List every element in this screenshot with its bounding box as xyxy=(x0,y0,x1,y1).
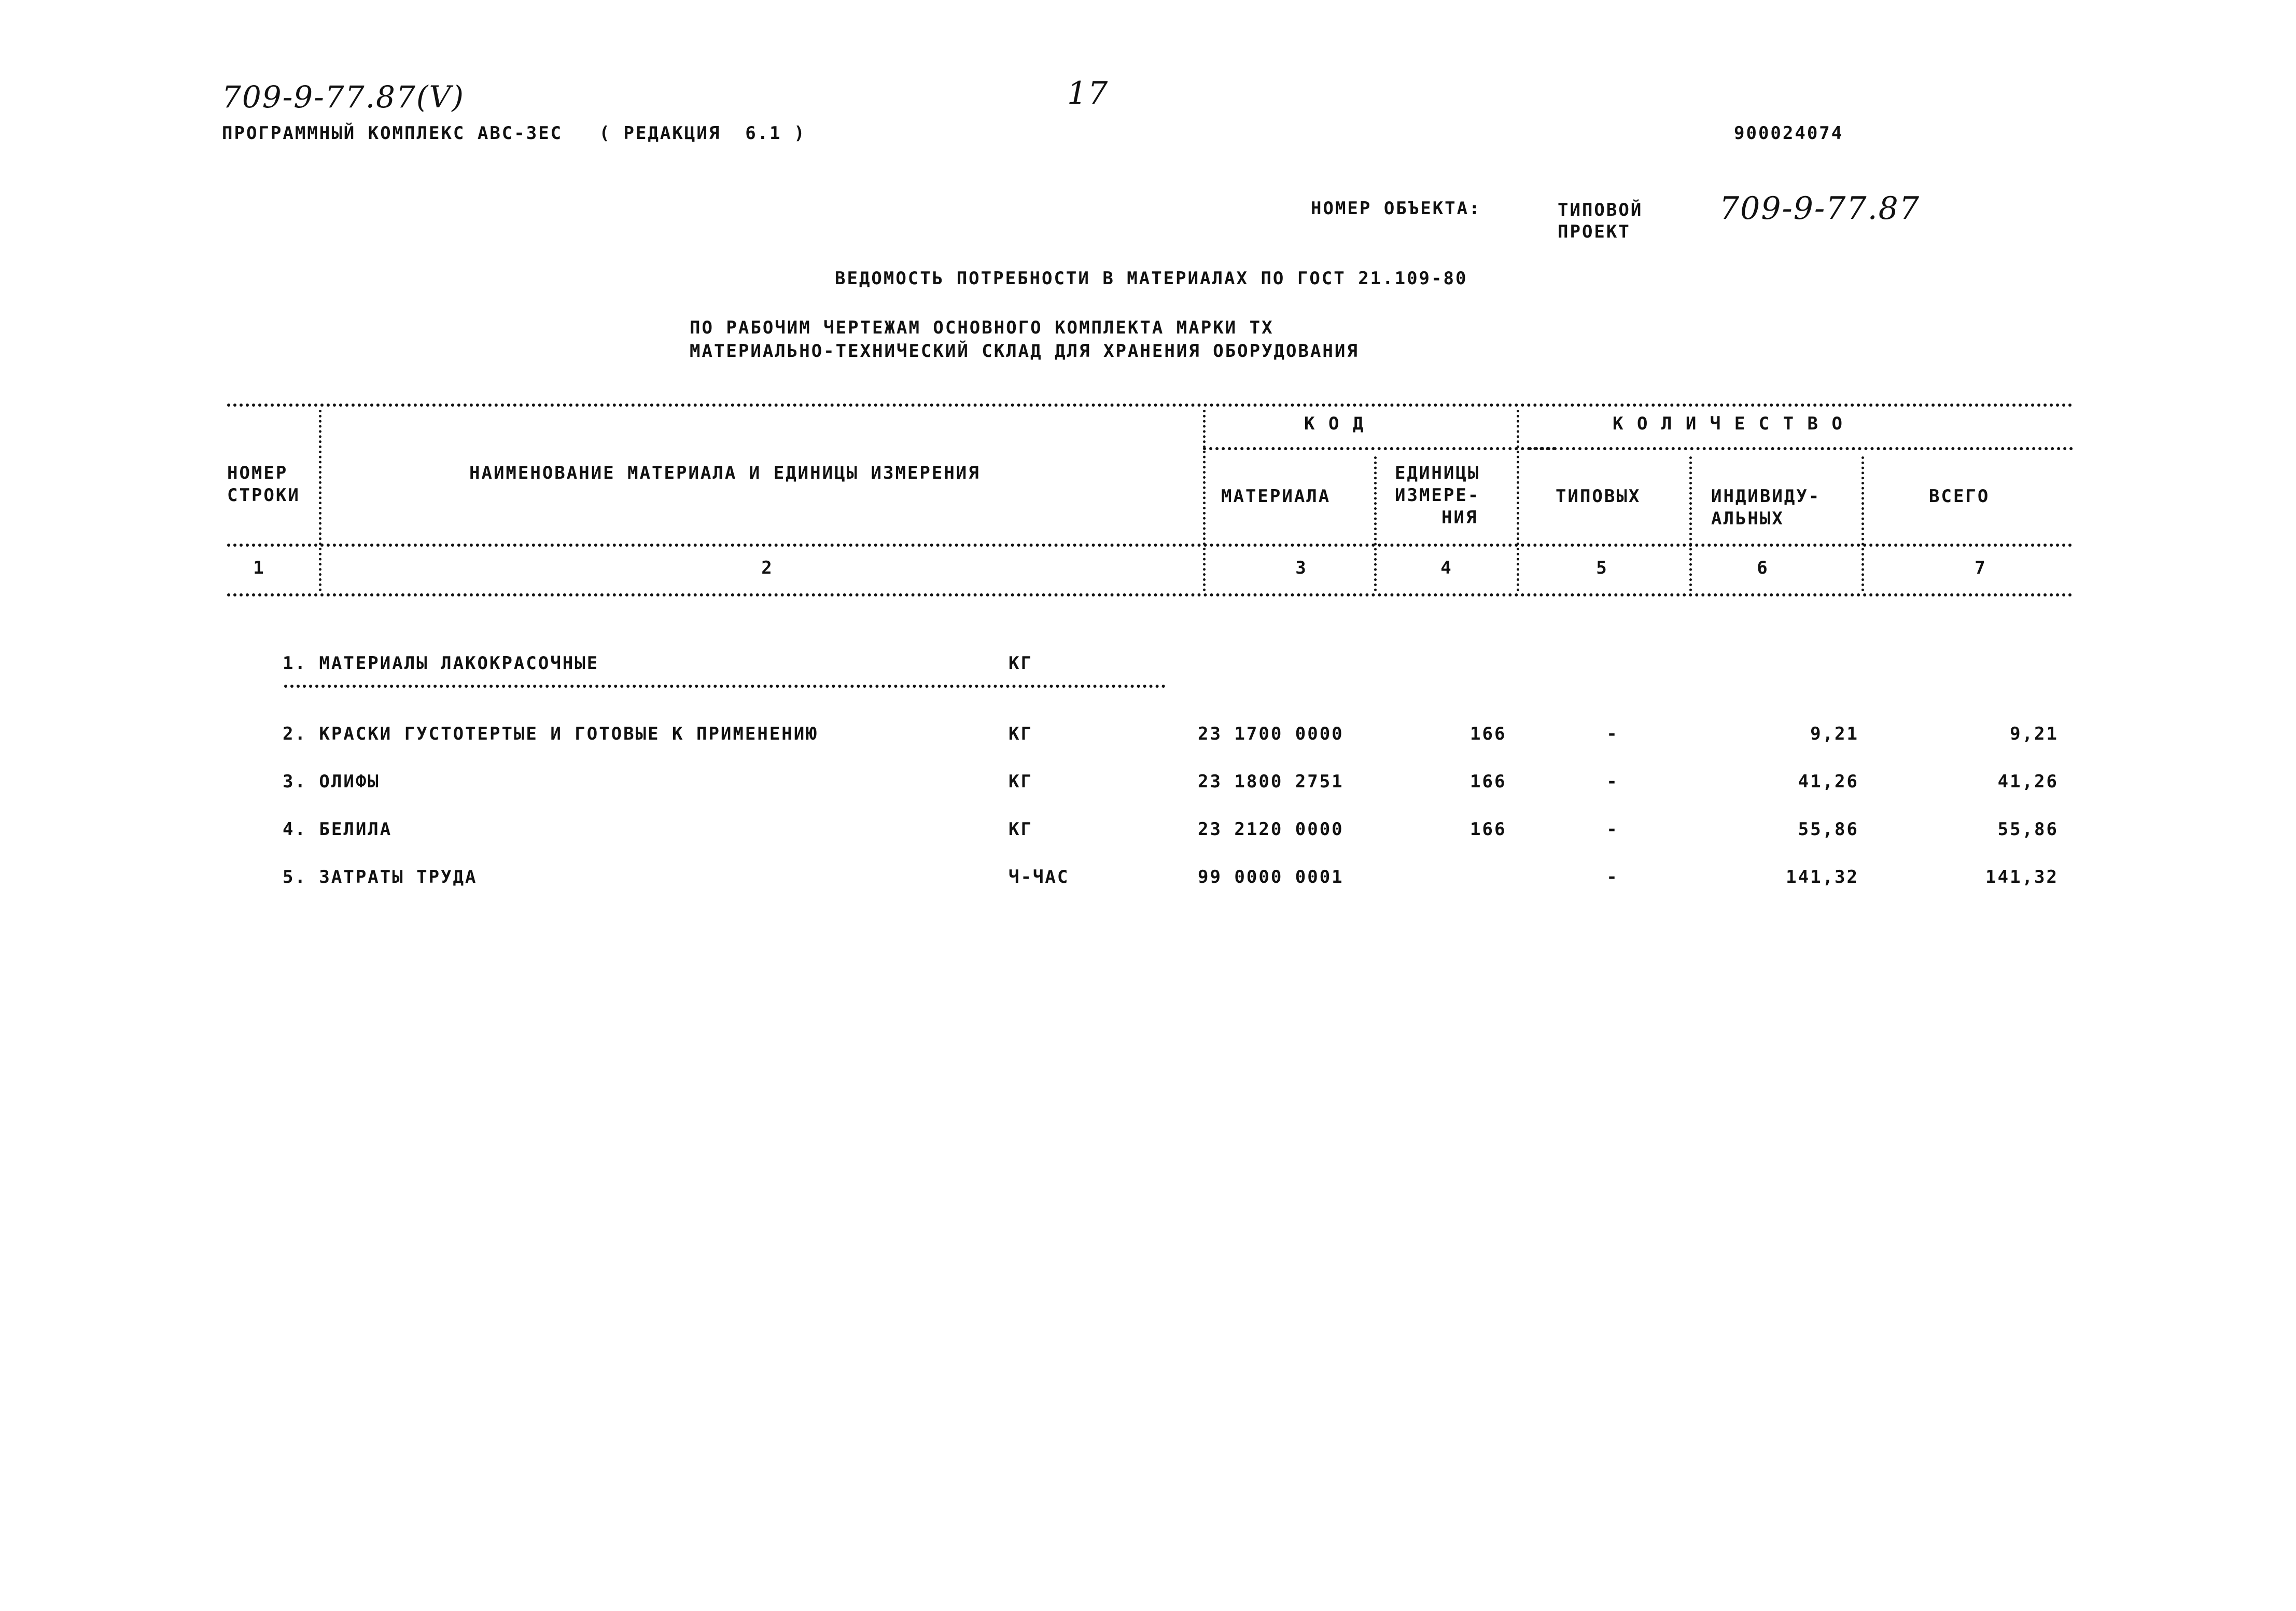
quantity-subheader-rule xyxy=(1529,447,2073,450)
col-divider-typical xyxy=(1689,456,1692,591)
row-4-total: 55,86 xyxy=(1997,819,2059,840)
document-title: ВЕДОМОСТЬ ПОТРЕБНОСТИ В МАТЕРИАЛАХ ПО ГОСТ 21.109-80 xyxy=(835,268,1468,289)
document-id: 900024074 xyxy=(1734,123,1844,144)
col-divider-row-no xyxy=(319,410,321,591)
program-name: ПРОГРАММНЫЙ КОМПЛЕКС АВС-3ЕС ( РЕДАКЦИЯ 6.1 ) xyxy=(222,123,806,144)
row-2-unit: КГ xyxy=(1009,724,1033,744)
header-unit-2: ИЗМЕРЕ- xyxy=(1395,485,1480,506)
header-bottom-border xyxy=(227,544,2073,547)
object-type-line1: ТИПОВОЙ xyxy=(1558,200,1643,220)
col-divider-code-quantity xyxy=(1517,410,1519,591)
table-top-border xyxy=(227,404,2073,407)
header-code: К О Д xyxy=(1304,413,1365,434)
column-number: 7 xyxy=(1975,558,1987,578)
row-3-total: 41,26 xyxy=(1997,771,2059,792)
row-5-individual: 141,32 xyxy=(1786,867,1859,887)
row-4-unit: КГ xyxy=(1009,819,1033,840)
row-2-material-code: 23 1700 0000 xyxy=(1198,724,1344,744)
handwritten-project-code: 709-9-77.87(Ⅴ) xyxy=(222,79,465,115)
row-3-name: 3. ОЛИФЫ xyxy=(283,771,380,792)
header-unit-1: ЕДИНИЦЫ xyxy=(1395,463,1480,483)
col-divider-name xyxy=(1203,410,1206,591)
row-2-unit-code: 166 xyxy=(1470,724,1507,744)
page-number: 17 xyxy=(1067,75,1109,112)
col-divider-code-unit xyxy=(1374,456,1377,591)
column-number-bottom-border xyxy=(227,593,2073,596)
row-2-name: 2. КРАСКИ ГУСТОТЕРТЫЕ И ГОТОВЫЕ К ПРИМЕНЕНИЮ xyxy=(283,724,818,744)
header-row-number-2: СТРОКИ xyxy=(227,485,300,506)
header-individual-1: ИНДИВИДУ- xyxy=(1711,486,1821,507)
row-3-unit: КГ xyxy=(1009,771,1033,792)
row-2-total: 9,21 xyxy=(2010,724,2059,744)
column-number: 3 xyxy=(1295,558,1308,578)
row-2-individual: 9,21 xyxy=(1810,724,1859,744)
group-underline xyxy=(284,685,1166,688)
header-material-name: НАИМЕНОВАНИЕ МАТЕРИАЛА И ЕДИНИЦЫ ИЗМЕРЕНИЯ xyxy=(469,463,981,483)
row-3-material-code: 23 1800 2751 xyxy=(1198,771,1344,792)
row-4-typical: - xyxy=(1606,819,1619,840)
row-2-typical: - xyxy=(1606,724,1619,744)
column-number: 5 xyxy=(1596,558,1608,578)
header-row-number-1: НОМЕР xyxy=(227,463,288,483)
row-4-material-code: 23 2120 0000 xyxy=(1198,819,1344,840)
document-subtitle-2: МАТЕРИАЛЬНО-ТЕХНИЧЕСКИЙ СКЛАД ДЛЯ ХРАНЕНИЯ ОБОРУДОВАНИЯ xyxy=(690,341,1359,362)
document-subtitle-1: ПО РАБОЧИМ ЧЕРТЕЖАМ ОСНОВНОГО КОМПЛЕКТА МАРКИ ТХ xyxy=(690,317,1274,338)
row-1-unit: КГ xyxy=(1009,653,1033,674)
row-4-individual: 55,86 xyxy=(1798,819,1859,840)
code-subheader-rule xyxy=(1203,447,1556,450)
column-number: 1 xyxy=(253,558,265,578)
row-1-name: 1. МАТЕРИАЛЫ ЛАКОКРАСОЧНЫЕ xyxy=(283,653,599,674)
header-quantity: К О Л И Ч Е С Т В О xyxy=(1613,413,1844,434)
row-5-name: 5. ЗАТРАТЫ ТРУДА xyxy=(283,867,478,887)
object-number-label: НОМЕР ОБЪЕКТА: xyxy=(1311,198,1481,219)
row-4-unit-code: 166 xyxy=(1470,819,1507,840)
row-5-typical: - xyxy=(1606,867,1619,887)
row-3-unit-code: 166 xyxy=(1470,771,1507,792)
column-number: 4 xyxy=(1440,558,1453,578)
header-typical: ТИПОВЫХ xyxy=(1556,486,1641,507)
col-divider-individual xyxy=(1861,456,1864,591)
row-5-total: 141,32 xyxy=(1985,867,2059,887)
row-3-individual: 41,26 xyxy=(1798,771,1859,792)
row-3-typical: - xyxy=(1606,771,1619,792)
header-individual-2: АЛЬНЫХ xyxy=(1711,508,1784,529)
header-unit-3: НИЯ xyxy=(1441,507,1478,528)
object-type-line2: ПРОЕКТ xyxy=(1558,221,1631,242)
row-4-name: 4. БЕЛИЛА xyxy=(283,819,393,840)
row-5-unit: Ч-ЧАС xyxy=(1009,867,1070,887)
column-number: 6 xyxy=(1757,558,1769,578)
object-number: 709-9-77.87 xyxy=(1719,190,1921,227)
row-5-material-code: 99 0000 0001 xyxy=(1198,867,1344,887)
header-material-code: МАТЕРИАЛА xyxy=(1221,486,1331,507)
column-number: 2 xyxy=(761,558,774,578)
header-total: ВСЕГО xyxy=(1929,486,1990,507)
